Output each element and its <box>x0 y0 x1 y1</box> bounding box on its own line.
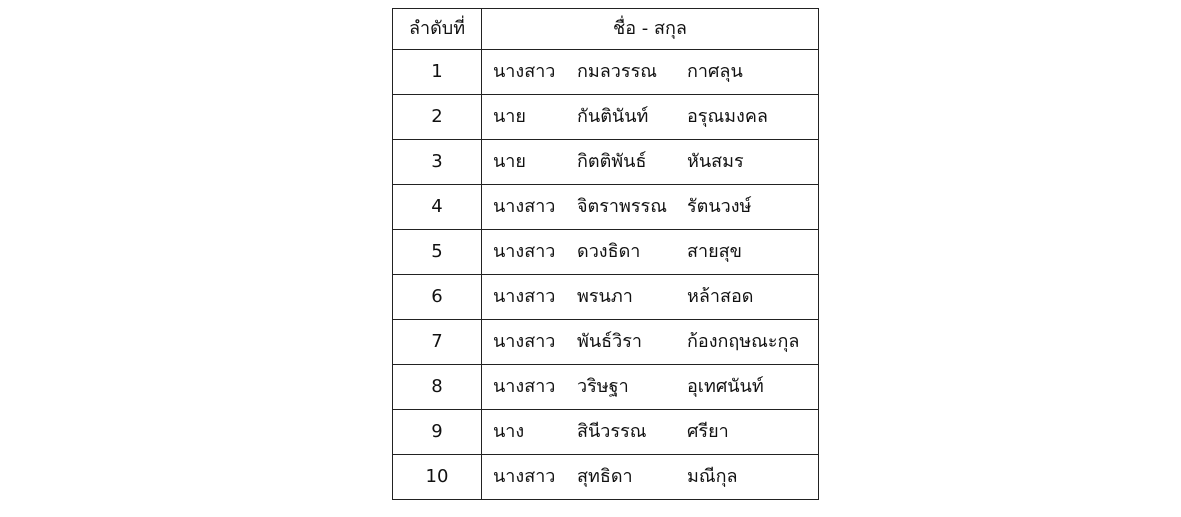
first-name: สินีวรรณ <box>577 421 647 442</box>
name-title: นางสาว <box>493 466 556 487</box>
name-title: นางสาว <box>493 286 556 307</box>
last-name: ศรียา <box>687 421 729 442</box>
first-name: วริษฐา <box>577 376 629 397</box>
name-cell <box>482 320 819 365</box>
table-header <box>393 9 819 50</box>
name-cell <box>482 410 819 455</box>
header-row <box>393 9 819 50</box>
name-cell <box>482 230 819 275</box>
table-body <box>393 50 819 500</box>
first-name: กิตติพันธ์ <box>577 151 647 172</box>
sequence-cell: 10 <box>393 455 482 500</box>
name-cell <box>482 95 819 140</box>
table-row <box>393 140 819 185</box>
sequence-cell: 5 <box>393 230 482 275</box>
table-row <box>393 455 819 500</box>
name-column-header: ชื่อ - สกุล <box>482 9 819 50</box>
name-cell <box>482 185 819 230</box>
sequence-column-header: ลำดับที่ <box>393 9 482 50</box>
table-row <box>393 185 819 230</box>
name-title: นาง <box>493 421 525 442</box>
first-name: กันตินันท์ <box>577 106 649 127</box>
last-name: หล้าสอด <box>687 286 754 307</box>
sequence-cell: 6 <box>393 275 482 320</box>
name-cell <box>482 50 819 95</box>
name-cell <box>482 140 819 185</box>
table-row <box>393 320 819 365</box>
table-row <box>393 50 819 95</box>
last-name: หันสมร <box>687 151 744 172</box>
name-title: นางสาว <box>493 241 556 262</box>
sequence-cell: 7 <box>393 320 482 365</box>
first-name: พันธ์วิรา <box>577 331 643 352</box>
name-title: นางสาว <box>493 196 556 217</box>
first-name: กมลวรรณ <box>577 61 657 82</box>
sequence-cell: 2 <box>393 95 482 140</box>
last-name: กาศลุน <box>687 61 743 82</box>
table-row <box>393 410 819 455</box>
name-list-table <box>392 8 819 500</box>
last-name: มณีกุล <box>687 466 738 487</box>
name-title: นางสาว <box>493 331 556 352</box>
sequence-cell: 1 <box>393 50 482 95</box>
last-name: รัตนวงษ์ <box>687 196 752 217</box>
table-row <box>393 230 819 275</box>
first-name: พรนภา <box>577 286 633 307</box>
last-name: อรุณมงคล <box>687 106 768 127</box>
sequence-cell: 8 <box>393 365 482 410</box>
sequence-cell: 9 <box>393 410 482 455</box>
table-row <box>393 95 819 140</box>
first-name: ดวงธิดา <box>577 241 641 262</box>
name-title: นาย <box>493 106 526 127</box>
name-cell <box>482 365 819 410</box>
name-title: นางสาว <box>493 376 556 397</box>
first-name: จิตราพรรณ <box>577 196 667 217</box>
name-cell <box>482 455 819 500</box>
name-cell <box>482 275 819 320</box>
last-name: อุเทศนันท์ <box>687 376 764 397</box>
name-title: นาย <box>493 151 526 172</box>
name-title: นางสาว <box>493 61 556 82</box>
table-row <box>393 275 819 320</box>
last-name: สายสุข <box>687 241 742 262</box>
sequence-cell: 3 <box>393 140 482 185</box>
last-name: ก้องกฤษณะกุล <box>687 331 800 352</box>
sequence-cell: 4 <box>393 185 482 230</box>
first-name: สุทธิดา <box>577 466 633 487</box>
table-row <box>393 365 819 410</box>
